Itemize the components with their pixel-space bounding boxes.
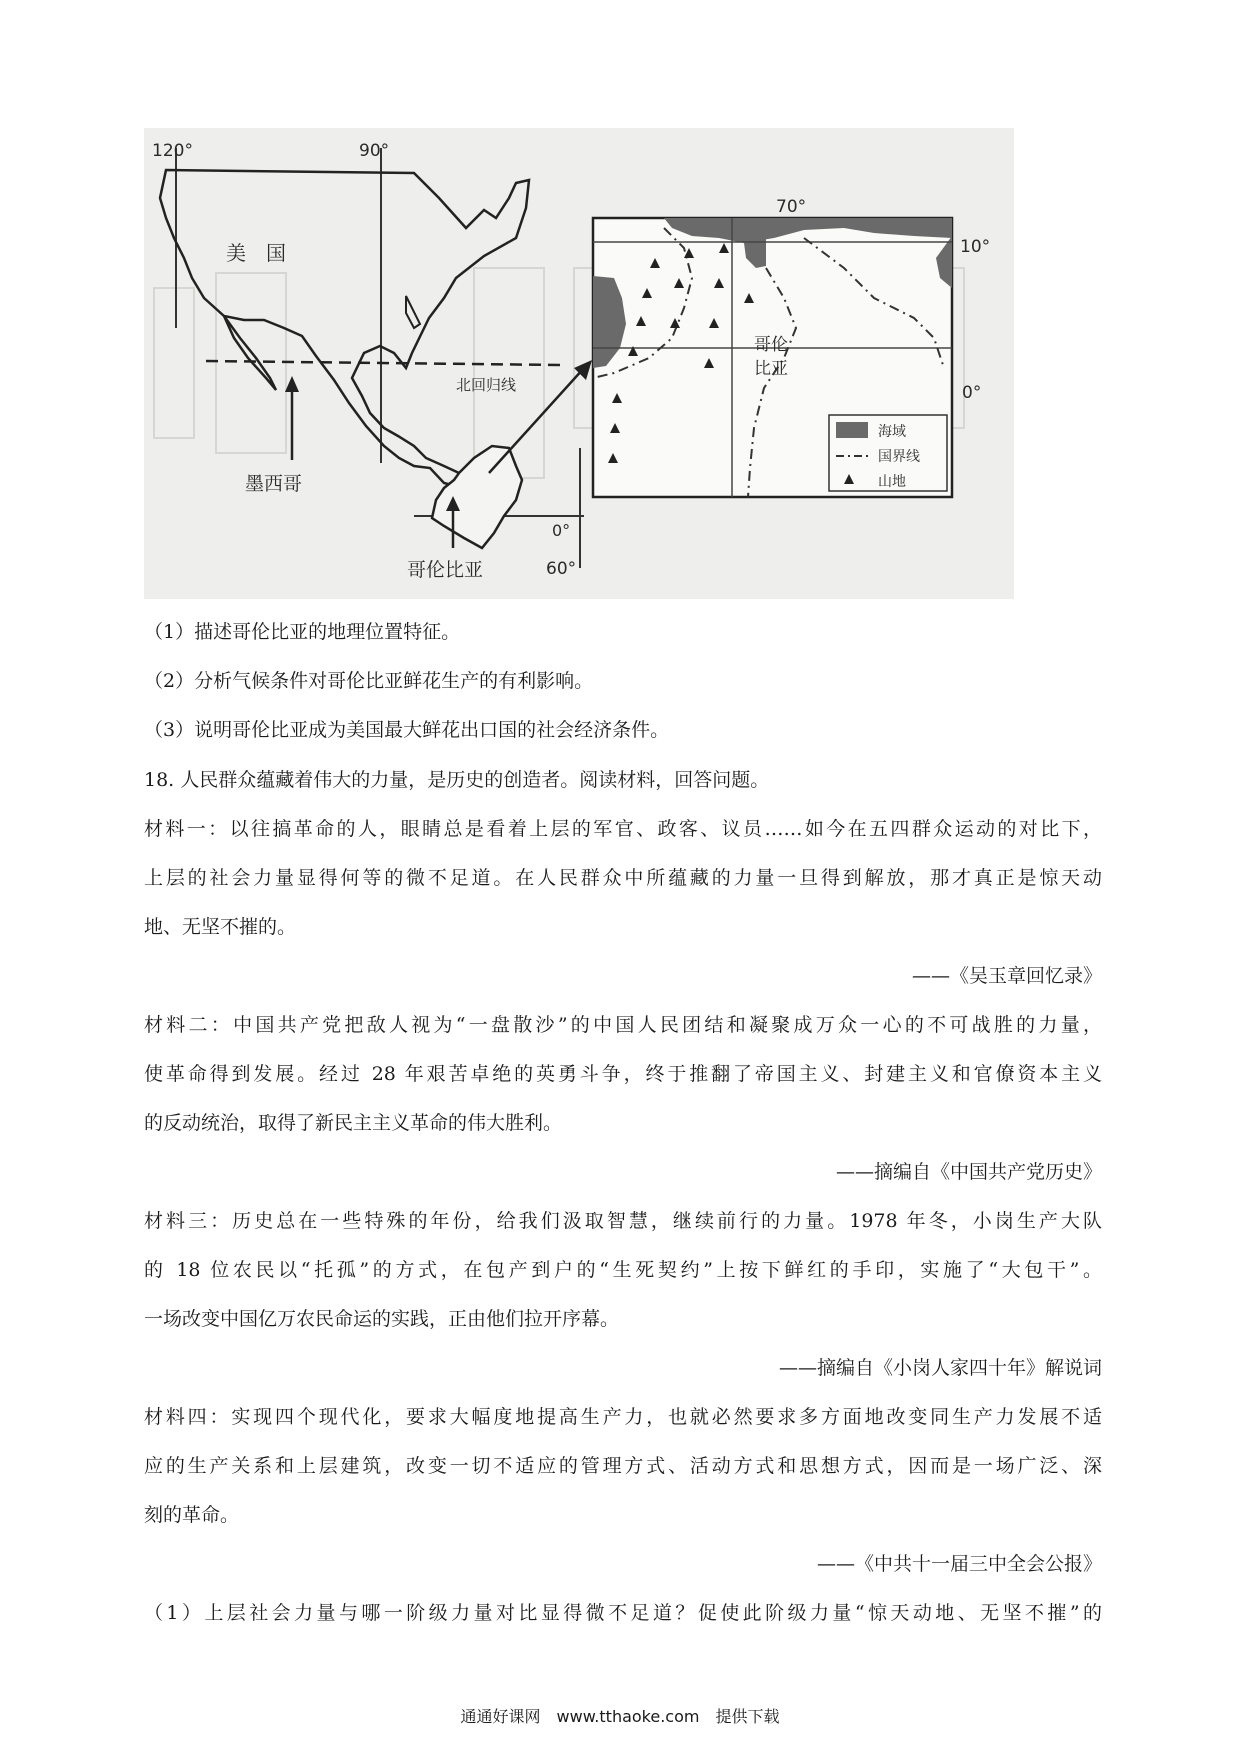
lon-label-60: 60° xyxy=(546,559,577,579)
legend-border-label: 国界线 xyxy=(878,449,920,465)
m3-line-3: 一场改变中国亿万农民命运的实践，正由他们拉开序幕。 xyxy=(144,1308,620,1330)
lat-label-0: 0° xyxy=(962,383,982,403)
lon-label-70: 70° xyxy=(776,197,807,217)
m1-line-2: 上层的社会力量显得何等的微不足道。在人民群众中所蕴藏的力量一旦得到解放，那才真正是惊天动 xyxy=(144,867,1102,889)
q17-item-2: （2）分析气候条件对哥伦比亚鲜花生产的有利影响。 xyxy=(144,670,594,692)
q18-sub-question-1: （1）上层社会力量与哪一阶级力量对比显得微不足道？促使此阶级力量“惊天动地、无坚不摧”的 xyxy=(144,1602,1102,1624)
colombia-outline xyxy=(432,446,522,548)
m4-line-1: 材料四：实现四个现代化，要求大幅度地提高生产力，也就必然要求多方面地改变同生产力发展不适 xyxy=(144,1406,1102,1428)
mexico-label: 墨西哥 xyxy=(245,473,303,495)
m1-line-1: 材料一：以往搞革命的人，眼睛总是看着上层的军官、政客、议员……如今在五四群众运动的对比下， xyxy=(144,818,1102,840)
baja-outline xyxy=(224,316,276,390)
usa-label: 美 国 xyxy=(226,241,286,265)
m4-line-3: 刻的革命。 xyxy=(144,1504,240,1526)
florida-outline xyxy=(406,296,420,328)
inset-colombia-label-2: 比亚 xyxy=(754,359,788,379)
mexico-pointer-head xyxy=(285,376,299,392)
map-figure xyxy=(144,128,1014,599)
m2-line-2: 使革命得到发展。经过 28 年艰苦卓绝的英勇斗争，终于推翻了帝国主义、封建主义和官僚资本主义 xyxy=(144,1063,1102,1085)
lat-label-10: 10° xyxy=(960,237,991,257)
legend-sea-swatch xyxy=(836,422,868,438)
m3-line-2: 的 18 位农民以“托孤”的方式，在包产到户的“生死契约”上按下鲜红的手印，实施了“大包干”。 xyxy=(144,1259,1102,1281)
tropic-label: 北回归线 xyxy=(456,376,517,394)
q18-title: 18. 人民群众蕴藏着伟大的力量，是历史的创造者。阅读材料，回答问题。 xyxy=(144,769,770,791)
m2-line-1: 材料二：中国共产党把敌人视为“一盘散沙”的中国人民团结和凝聚成万众一心的不可战胜的力量， xyxy=(144,1014,1102,1036)
m4-line-2: 应的生产关系和上层建筑，改变一切不适应的管理方式、活动方式和思想方式，因而是一场广泛、深 xyxy=(144,1455,1102,1477)
lon-label-90: 90° xyxy=(359,141,390,161)
lat-label-main-0: 0° xyxy=(552,521,571,540)
legend-mountain-label: 山地 xyxy=(878,474,906,490)
m1-source: ——《吴玉章回忆录》 xyxy=(911,965,1102,987)
map-svg xyxy=(144,128,1014,599)
lon-label-120: 120° xyxy=(152,141,193,161)
inset-map xyxy=(593,218,952,497)
page-footer: 通通好课网 www.tthaoke.com 提供下载 xyxy=(460,1707,780,1726)
m3-line-1: 材料三：历史总在一些特殊的年份，给我们汲取智慧，继续前行的力量。1978 年冬，小岗生产大队 xyxy=(144,1210,1102,1232)
m2-source: ——摘编自《中国共产党历史》 xyxy=(835,1161,1102,1183)
q17-item-3: （3）说明哥伦比亚成为美国最大鲜花出口国的社会经济条件。 xyxy=(144,719,670,741)
colombia-label: 哥伦比亚 xyxy=(407,559,484,581)
legend-sea-label: 海域 xyxy=(878,424,906,440)
m3-source: ——摘编自《小岗人家四十年》解说词 xyxy=(778,1357,1102,1379)
m4-source: ——《中共十一届三中全会公报》 xyxy=(816,1553,1102,1575)
m1-line-3: 地、无坚不摧的。 xyxy=(144,916,297,938)
m2-line-3: 的反动统治，取得了新民主主义革命的伟大胜利。 xyxy=(144,1112,563,1134)
q17-item-1: （1）描述哥伦比亚的地理位置特征。 xyxy=(144,621,461,643)
inset-colombia-label-1: 哥伦 xyxy=(754,335,788,355)
